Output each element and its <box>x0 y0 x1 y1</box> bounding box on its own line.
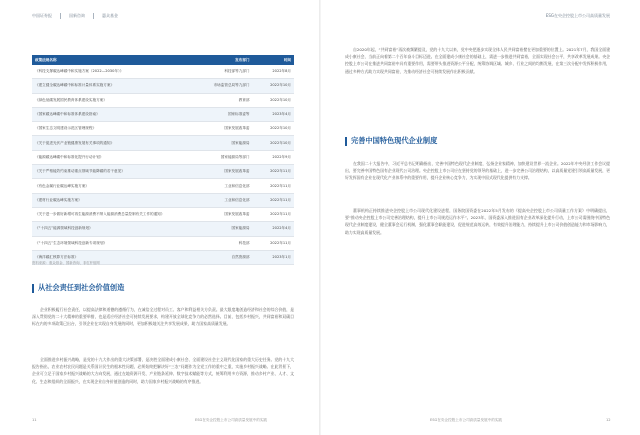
table-cell: 科技部等九部门 <box>198 65 252 79</box>
table-row <box>32 122 294 136</box>
header-item: 国新咨询 <box>60 13 93 19</box>
section-heading-right <box>345 136 437 146</box>
table-source-note: 资料来源：惠众基金、国新咨询、非杠杆组网 <box>32 261 100 265</box>
table-cell: 国家发展改革委 <box>198 207 252 221</box>
table-cell: 《关于进一步做好新增可再生能源消费不纳入能源消费总量控制有关工作的通知》 <box>32 207 198 221</box>
table-cell: 《海洋碳汇核算方法标准》 <box>32 250 198 264</box>
left-running-header <box>32 13 126 19</box>
section-title: 从社会责任到社会价值创造 <box>38 283 125 292</box>
header-item: 惠众基金 <box>93 13 126 19</box>
table-cell: 《有色金属行业碳达峰实施方案》 <box>32 179 198 193</box>
table-cell: 2022年11月 <box>253 179 294 193</box>
table-cell: 《能源碳达峰碳中和标准化提升行动计划》 <box>32 150 198 164</box>
table-cell: 《关于促进光伏产业链健康发展有关事项的通知》 <box>32 136 198 150</box>
table-header-department: 发布部门 <box>198 55 252 65</box>
table-cell: 工业和信息化部 <box>198 193 252 207</box>
table-cell: 2022年10月 <box>253 79 294 93</box>
table-cell: 2022年9月 <box>253 150 294 164</box>
table-cell: 国家能源局等部门 <box>198 150 252 164</box>
table-header-row <box>32 55 294 65</box>
table-cell: 2022年11月 <box>253 236 294 250</box>
table-cell: 自然资源部 <box>198 250 252 264</box>
section-title: 完善中国特色现代企业制度 <box>351 136 438 145</box>
table-cell: 《国家生态文明建设示范区管理规程》 <box>32 122 198 136</box>
body-paragraph: 董事机构正持续推进央企控股上市公司现代化建设进程，国务院国资委在2022年5月发布的《提高央企控股上市公司质量工作方案》中明确提出，要“推动央企控股上市公司完善治理结构，提升上市公司规范运作水平”。2023年，国资委深入推进国有企业改革深化提升行动，上市公司需围绕中国特色现代企业制度建设，健全董事会运行机制，强化董事会职能建设，促进规范高效运转，有效提升治理能力，持续提升上市公司价值创造能力和市场影响力，助力实现高质量发展。 <box>345 208 610 235</box>
table-row <box>32 65 294 79</box>
section-heading-left <box>32 283 124 293</box>
table-cell: 国家发展改革委 <box>198 165 252 179</box>
table-row <box>32 136 294 150</box>
table-row <box>32 150 294 164</box>
table-cell: 2022年11月 <box>253 207 294 221</box>
table-cell: 市场监管总局等九部门 <box>198 79 252 93</box>
table-cell: 2022年10月 <box>253 93 294 107</box>
page-number-left: 11 <box>32 418 37 422</box>
table-cell: 2023年1月 <box>253 250 294 264</box>
right-running-header: ESG在央企控股上市公司高质量发展 <box>545 13 610 18</box>
table-cell: 2022年8月 <box>253 65 294 79</box>
table-row <box>32 179 294 193</box>
heading-accent-bar <box>32 284 34 293</box>
table-header-date: 时间 <box>253 55 294 65</box>
table-cell: 《关于严格能效约束推动重点领域节能降碳的若干意见》 <box>32 165 198 179</box>
table-cell: 《建立健全碳达峰碳中和标准计量体系实施方案》 <box>32 79 198 93</box>
body-paragraph: 全面推进乡村振兴战略，是党的十九大作出的重大决策部署，是决胜全面建成小康社会、全面建设社会主义现代化国家的重大历史任务。党的十九大报告指出，农业农村农民问题是关系国计民生的根本性问题，必须始终把解决好“三农”问题作为全党工作的重中之重，实施乡村振兴战略。在此背景下，企业可立足于国家乡村振兴战略的大方向发展，通过在地资源开发、产业链条延伸、数字技术赋能等方式，统筹利用多方资源，推动乡村产业、人才、文化、生态和组织的全面振兴，在实现企业自身价值创造的同时，助力国家乡村振兴战略的有序推进。 <box>32 357 294 384</box>
table-row <box>32 107 294 121</box>
table-cell: 《国家碳达峰碳中和标准体系建设指南》 <box>32 107 198 121</box>
table-row <box>32 165 294 179</box>
table-cell: 科技部 <box>198 236 252 250</box>
table-cell: 国家发展改革委 <box>198 122 252 136</box>
table-cell: 《科技支撑碳达峰碳中和实施方案（2022—2030年）》 <box>32 65 198 79</box>
page-number-right: 12 <box>606 418 611 422</box>
heading-accent-bar <box>345 137 347 146</box>
table-cell: 2022年11月 <box>253 165 294 179</box>
table-row <box>32 93 294 107</box>
policy-table <box>32 55 294 265</box>
body-paragraph: 自2020年起，“共同富裕”再次被频繁提及，党的十九大以来，党中央把逐步实现全体人民共同富裕摆在更加重要的位置上。2021年7月，我国全面建成小康社会，当前正向着第二个百年奋斗目标迈进。在全面建成小康社会的基础上，需进一步推进共同富裕，全面实现社会公平，共享改革发展成果。央企控股上市公司在推进共同富裕中具有重要作用，需要带头推进资源公平分配，统筹协调区域、城乡、行业之间的均衡发展，在第三次分配中发挥积极作用，通过多种方式助力实现共同富裕，为推动经济社会可持续发展作出积极贡献。 <box>345 47 610 74</box>
header-item: 中国证券报 <box>32 13 52 18</box>
table-cell: 2023年4月 <box>253 107 294 121</box>
table-row <box>32 207 294 221</box>
table-cell: 《绿色低碳发展国民教育体系建设实施方案》 <box>32 93 198 107</box>
table-cell: 教育部 <box>198 93 252 107</box>
table-cell: 2022年4月 <box>253 222 294 236</box>
table-cell: 2022年11月 <box>253 193 294 207</box>
body-paragraph: 企业积极履行社会责任，以提高法律和道德的遵循行为，在诚信全过程对员工、客户和利益相关方负责。最大限度地创造经济和社会的综合价值，是深入贯彻党的二十大精神的重要举措，也是适应经济社会可持续发展要求，构建开放全球化竞争力的必然选择。目前，包括乡村振兴，共同富裕和双碳目标在内的多项政策已出台，引领企业在实现自身发展的同时，更加积极地关注共享发展成果，助力国家高质量发展。 <box>32 307 294 327</box>
table-cell: 2022年10月 <box>253 122 294 136</box>
table-row <box>32 79 294 93</box>
table-cell: 《建材行业碳达峰实施方案》 <box>32 193 198 207</box>
footer-title-left: ESG在央企控股上市公司高质量发展中的实践 <box>195 418 268 422</box>
footer-title-right: ESG在央企控股上市公司高质量发展中的实践 <box>430 418 503 422</box>
table-cell: 《“十四五”生态环境领域科技创新专项规划》 <box>32 236 198 250</box>
table-cell: 2022年10月 <box>253 136 294 150</box>
table-row <box>32 193 294 207</box>
table-cell: 国家标准委等 <box>198 107 252 121</box>
table-cell: 国家能源局 <box>198 136 252 150</box>
table-row <box>32 236 294 250</box>
table-cell: 工业和信息化部 <box>198 179 252 193</box>
table-cell: 《“十四五”能源领域科技创新规划》 <box>32 222 198 236</box>
table-row <box>32 222 294 236</box>
table-cell: 国家能源局 <box>198 222 252 236</box>
body-paragraph: 在我国二十大报告中，习近平总书记明确指出，完善中国特色现代企业制度，弘扬企业家精神，加快建设世界一流企业。2022年中央经济工作会议提出，要完善中国特色国有企业现代公司治理。央企控股上市公司应在坚持党的领导的基础上，进一步完善公司治理结构，以高质量党建引领高质量发展，更好发挥国有企业在现代化产业体系中的重要作用，提升企业核心竞争力，为实现中国式现代化提供有力支撑。 <box>345 161 610 181</box>
table-header-name: 政策法规名称 <box>32 55 198 65</box>
